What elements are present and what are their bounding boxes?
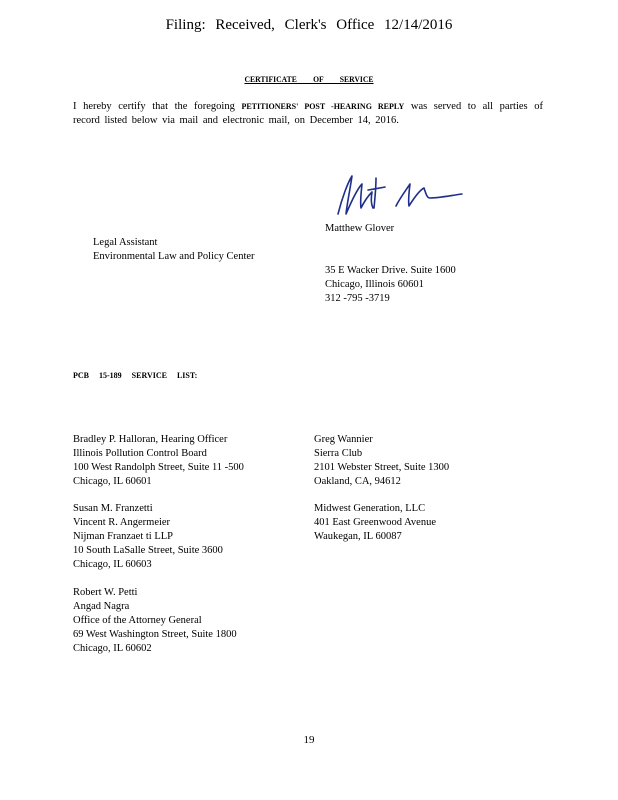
entry-line: Sierra Club bbox=[314, 448, 363, 459]
entry-line: 69 West Washington Street, Suite 1800 bbox=[73, 629, 237, 640]
entry-line: Nijman Franzaet ti LLP bbox=[73, 531, 174, 542]
entry-line: Oakland, CA, 94612 bbox=[314, 476, 401, 487]
service-entry bbox=[73, 502, 223, 572]
entry-line: Chicago, IL 60603 bbox=[73, 559, 152, 570]
entry-line: Chicago, IL 60602 bbox=[73, 643, 152, 654]
entry-line: 100 West Randolph Street, Suite 11 -500 bbox=[73, 462, 244, 473]
service-list-heading: PCB 15-189 SERVICE LIST: bbox=[73, 371, 198, 380]
entry-line: 2101 Webster Street, Suite 1300 bbox=[314, 462, 450, 473]
signer-title: Legal Assistant bbox=[93, 237, 158, 248]
entry-line: Waukegan, IL 60087 bbox=[314, 531, 402, 542]
signer-name: Matthew Glover bbox=[325, 223, 395, 234]
signer-address bbox=[325, 264, 456, 306]
page-number: 19 bbox=[303, 734, 315, 746]
entry-line: 10 South LaSalle Street, Suite 3600 bbox=[73, 545, 223, 556]
entry-line: Bradley P. Halloran, Hearing Officer bbox=[73, 434, 228, 445]
entry-line: Robert W. Petti bbox=[73, 587, 138, 598]
filing-header: Filing: Received, Clerk's Office 12/14/2016 bbox=[165, 17, 453, 33]
address-line: Chicago, Illinois 60601 bbox=[325, 279, 424, 290]
signer-org: Environmental Law and Policy Center bbox=[93, 251, 255, 262]
document-title: PETITIONERS' POST -HEARING REPLY bbox=[241, 102, 405, 111]
cert-text-after: was served to all parties of record listed below via mail and electronic mail, on December 14, 2016. bbox=[73, 101, 543, 126]
entry-line: Office of the Attorney General bbox=[73, 615, 202, 626]
service-entry bbox=[314, 433, 449, 489]
signature bbox=[330, 168, 470, 225]
phone-number: 312 -795 -3719 bbox=[325, 293, 390, 304]
entry-line: Vincent R. Angermeier bbox=[73, 517, 171, 528]
service-entry bbox=[73, 586, 237, 656]
entry-line: Chicago, IL 60601 bbox=[73, 476, 152, 487]
certification-paragraph bbox=[73, 100, 543, 128]
service-entry bbox=[73, 433, 244, 489]
entry-line: Greg Wannier bbox=[314, 434, 373, 445]
entry-line: Illinois Pollution Control Board bbox=[73, 448, 207, 459]
entry-line: Susan M. Franzetti bbox=[73, 503, 153, 514]
entry-line: Midwest Generation, LLC bbox=[314, 503, 426, 514]
service-entry bbox=[314, 502, 436, 544]
certificate-title: CERTIFICATE OF SERVICE bbox=[244, 74, 374, 84]
entry-line: Angad Nagra bbox=[73, 601, 130, 612]
entry-line: 401 East Greenwood Avenue bbox=[314, 517, 436, 528]
cert-text-before: I hereby certify that the foregoing bbox=[73, 101, 242, 112]
signature-image bbox=[330, 168, 470, 220]
address-line: 35 E Wacker Drive. Suite 1600 bbox=[325, 265, 456, 276]
